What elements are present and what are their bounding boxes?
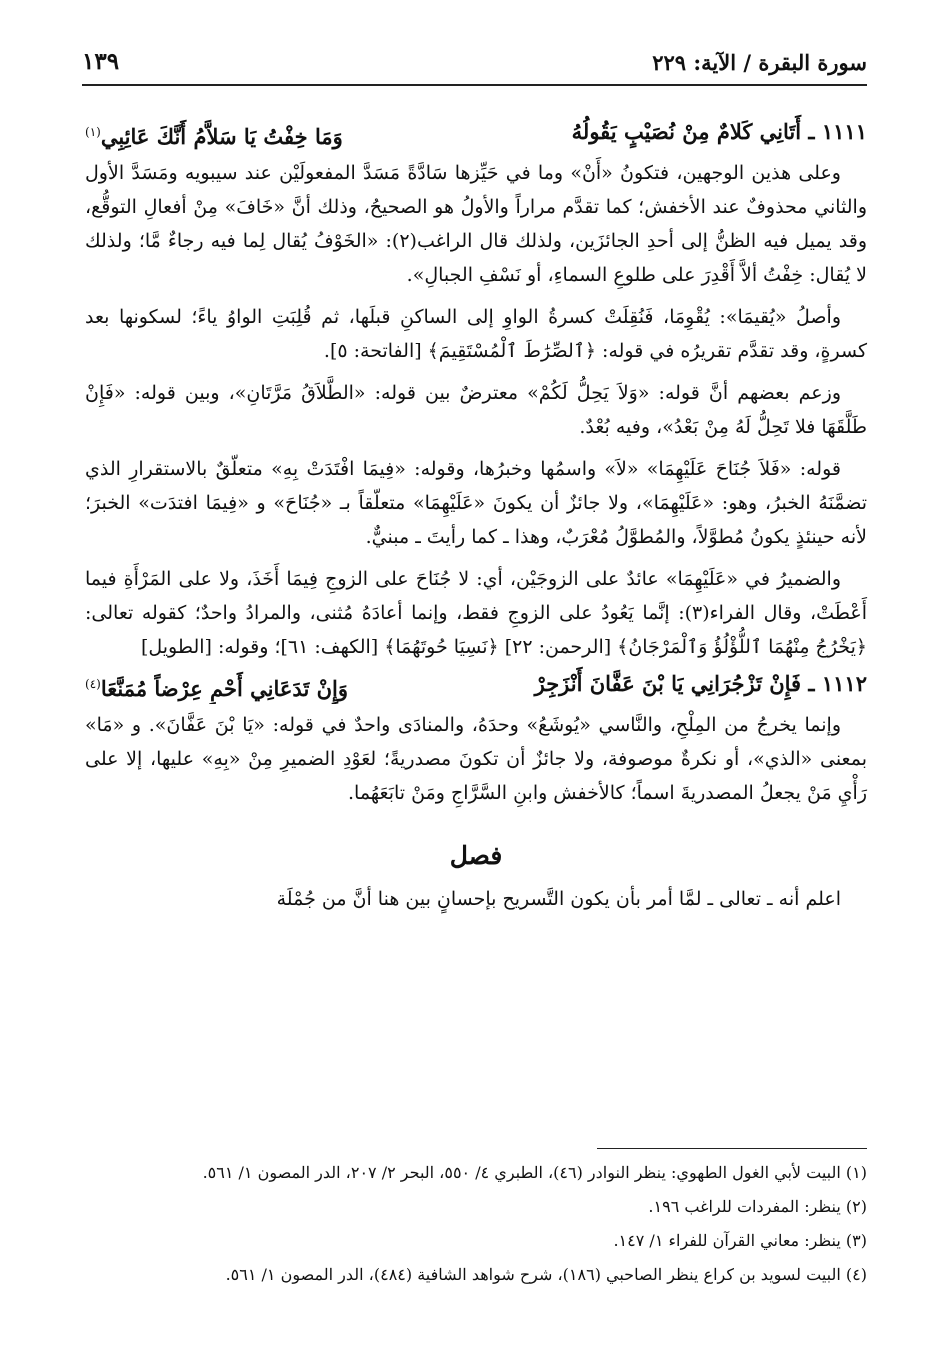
footnote-3: (٣) ينظر: معاني القرآن للفراء ١/ ١٤٧.: [613, 1231, 867, 1250]
verse-1111-second-text: وَمَا خِفْتُ يَا سَلاَّمُ أَنَّكَ عَائِبِي: [100, 124, 343, 149]
section-paragraph: اعلم أنه ـ تعالى ـ لمَّا أمر بأن يكون التَّسريح بإحسانٍ بين هنا أنَّ من جُمْلَة: [276, 888, 841, 910]
paragraph-6: وإنما يخرجُ من المِلْحِ، والنَّاسي «يُوشَعُ» وحدَهُ، والمنادَى واحدٌ في قوله: «يَا بْنَ عَفَّانَ». و «مَا» بمعنى «الذي»، أو نكرةٌ موصوفة، ولا جائزٌ أن تكونَ مصدريةً؛ لعَوْدِ الضميرِ مِنْ «بِهِ» عليها، إلا على رَأْيِ مَنْ يجعلُ المصدريةَ اسماً؛ كالأخفش وابنِ السَّرَّاجِ ومَنْ تابَعَهُما.: [85, 714, 867, 804]
header-title: سورة البقرة / الآية: ٢٢٩: [652, 50, 867, 75]
paragraph-1: وعلى هذين الوجهين، فتكونُ «أَنْ» وما في حَيِّزها سَادَّةً مَسَدَّ المفعولَيْن عند سيبويه ومَسَدَّ الأول والثاني محذوفٌ عند الأخفش؛ كما تقدَّم مراراً والأولُ هو الصحيحُ، وذلك أنَّ «خَافَ» مِنْ أفعالِ التوقُّع، وقد يميل فيه الظنُّ إلى أحدِ الجائزَين، ولذلك قال الراغب(٢): «الخَوْفُ يُقال لِما فيه رجاءٌ مَّا؛ ولذلك لا يُقال: خِفْتُ ألاَّ أَقْدِرَ على طلوعِ السماءِ، أو نَسْفِ الجبالِ».: [85, 162, 867, 286]
footnote-4: (٤) البيت لسويد بن كراع ينظر الصاحبي (١٨٦)، شرح شواهد الشافية (٤٨٤)، الدر المصون ١/ ٥٦١.: [225, 1265, 867, 1284]
paragraph-5: والضميرُ في «عَلَيْهِمَا» عائدٌ على الزوجَيْن، أي: لا جُنَاحَ على الزوجِ فِيمَا أَخَذَ، ولا على المَرْأَةِ فيما أَعْطَتْ، وقال الفراء(٣): إنَّما يَعُودُ على الزوجِ فقط، وإنما أعادَهُ مُثنى، والمرادُ واحدٌ؛ كقوله تعالى: ﴿يَخْرُجُ مِنْهُمَا ٱللُّؤْلُؤُ وَٱلْمَرْجَانُ﴾ [الرحمن: ٢٢] ﴿نَسِيَا حُوتَهُمَا﴾ [الكهف: ٦١]؛ وقوله: [الطويل]: [85, 568, 867, 658]
footnote-2: (٢) ينظر: المفردات للراغب ١٩٦.: [648, 1197, 867, 1216]
footnote-ref-1: (١): [85, 125, 101, 139]
paragraph-4: قوله: «فَلاَ جُنَاحَ عَلَيْهِمَا» «لاَ» واسمُها وخبرُها، وقوله: «فِيمَا افْتَدَتْ بِهِ» متعلّقٌ بالاستقرارِ الذي تضمَّنَهُ الخبرُ، وهو: «عَلَيْهِمَا»، ولا جائزٌ أن يكونَ «عَلَيْهِمَا» متعلّقاً بـ «جُنَاحَ» و «فِيمَا افتدَت» الخبرَ؛ لأنه حينئذٍ يكونُ مُطوَّلاً، والمُطوَّلُ مُعْرَبٌ، وهذا ـ كما رأيتَ ـ مبنيٌّ.: [85, 458, 867, 548]
page-number: ١٣٩: [82, 48, 120, 75]
paragraph-3: وزعم بعضهم أنَّ قوله: «وَلاَ يَحِلُّ لَكُمْ» معترضٌ بين قوله: «الطَّلاَقُ مَرَّتَانِ»، وبين قوله: «فَإِنْ طَلَّقَهَا فلا تَحِلُّ لَهُ مِنْ بَعْدُ»، وفيه بُعْدٌ.: [85, 382, 867, 438]
footnotes: [85, 1158, 867, 1294]
footnote-ref-4: (٤): [85, 677, 101, 691]
verse-1112: [85, 664, 867, 704]
footnote-1: (١) البيت لأبي الغول الطهوي: ينظر النوادر (٤٦)، الطبري ٤/ ٥٥٠، البحر ٢/ ٢٠٧، الدر المصون ١/ ٥٦١.: [202, 1163, 867, 1182]
page-body: [85, 112, 867, 916]
verse-1111-second-hemistich: [85, 112, 343, 152]
verse-1111: [85, 112, 867, 152]
verse-1111-first-hemistich: ١١١١ ـ أَتَانِي كَلامٌ مِنْ نُصَيْبٍ يَقُولُهُ: [571, 119, 867, 144]
verse-1112-second-text: وَإِنْ تَدَعَانِي أَحْمِ عِرْضاً مُمَنَّعَا: [100, 676, 349, 701]
footnote-divider: [597, 1148, 867, 1149]
running-header: [82, 44, 867, 86]
paragraph-2: وأصلُ «يُقيمَا»: يُقْوِمَا، فَنُقِلَتْ كسرةُ الواوِ إلى الساكنِ قبلَها، ثم قُلِبَتِ الواوُ ياءً؛ لسكونها بعد كسرةٍ، وقد تقدَّم تقريرُه في قوله: ﴿ٱلصِّرَٰطَ ٱلْمُسْتَقِيمَ﴾ [الفاتحة: ٥].: [85, 306, 867, 362]
section-heading: فصل: [449, 841, 503, 870]
verse-1112-first-hemistich: ١١١٢ ـ فَإِنْ تَزْجُرَانِي يَا بْنَ عَفَّانَ أَنْزَجِرْ: [534, 671, 867, 696]
verse-1112-second-hemistich: [85, 664, 348, 704]
